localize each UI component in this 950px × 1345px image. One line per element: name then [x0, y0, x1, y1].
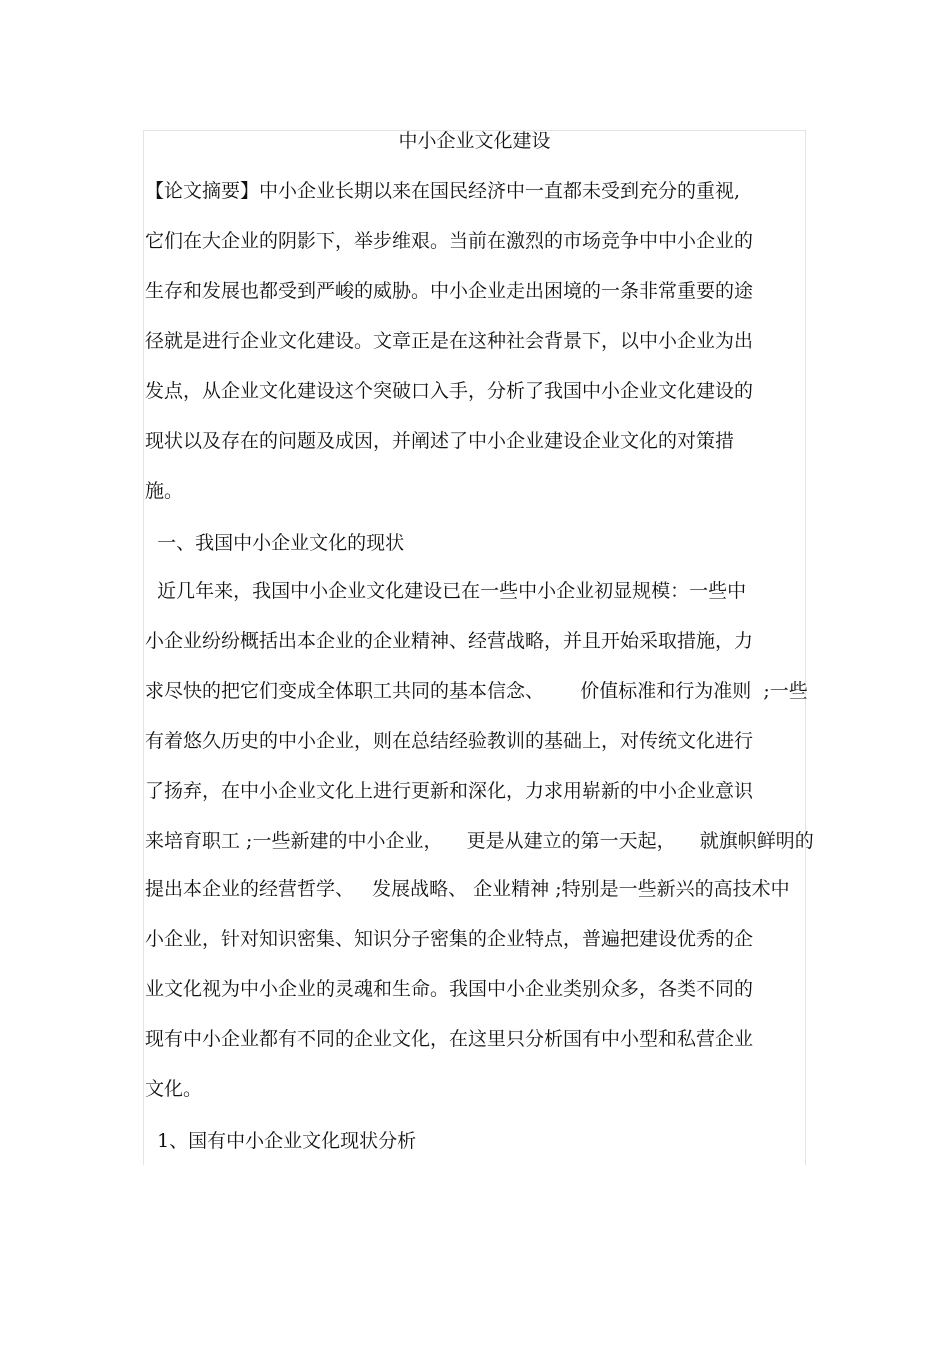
text-line-17: 业文化视为中小企业的灵魂和生命。我国中小企业类别众多，各类不同的: [145, 978, 754, 1000]
text-line-16: 小企业，针对知识密集、知识分子密集的企业特点，普遍把建设优秀的企: [145, 928, 754, 950]
text-line-14: 来培育职工 ;一些新建的中小企业， 更是从建立的第一天起， 就旗帜鲜明的: [145, 830, 814, 852]
text-line-2: 它们在大企业的阴影下，举步维艰。当前在激烈的市场竞争中中小企业的: [145, 230, 754, 252]
page-title: 中小企业文化建设: [398, 130, 551, 152]
text-line-6: 现状以及存在的问题及成因，并阐述了中小企业建设企业文化的对策措: [145, 430, 735, 452]
text-line-3: 生存和发展也都受到严峻的威胁。中小企业走出困境的一条非常重要的途: [145, 280, 754, 302]
text-line-12: 有着悠久历史的中小企业，则在总结经验教训的基础上，对传统文化进行: [145, 730, 754, 752]
section-heading-1: 一、我国中小企业文化的现状: [145, 532, 405, 554]
text-line-15: 提出本企业的经营哲学、 发展战略、 企业精神 ;特别是一些新兴的高技术中: [145, 878, 790, 900]
text-line-19: 文化。: [145, 1078, 203, 1100]
text-line-18: 现有中小企业都有不同的企业文化，在这里只分析国有中小型和私营企业: [145, 1028, 754, 1050]
text-line-1: 【论文摘要】中小企业长期以来在国民经济中一直都未受到充分的重视,: [145, 180, 741, 202]
text-line-5: 发点，从企业文化建设这个突破口入手，分析了我国中小企业文化建设的: [145, 380, 754, 402]
text-line-9: 近几年来，我国中小企业文化建设已在一些中小企业初显规模：一些中: [145, 580, 747, 602]
text-line-10: 小企业纷纷概括出本企业的企业精神、经营战略，并且开始采取措施，力: [145, 630, 754, 652]
text-line-4: 径就是进行企业文化建设。文章正是在这种社会背景下，以中小企业为出: [145, 330, 754, 352]
text-line-11: 求尽快的把它们变成全体职工共同的基本信念、 价值标准和行为准则 ;一些: [145, 680, 808, 702]
text-line-13: 了扬弃，在中小企业文化上进行更新和深化，力求用崭新的中小企业意识: [145, 780, 754, 802]
text-line-7: 施。: [145, 480, 184, 502]
section-heading-2: 1、国有中小企业文化现状分析: [145, 1130, 417, 1152]
